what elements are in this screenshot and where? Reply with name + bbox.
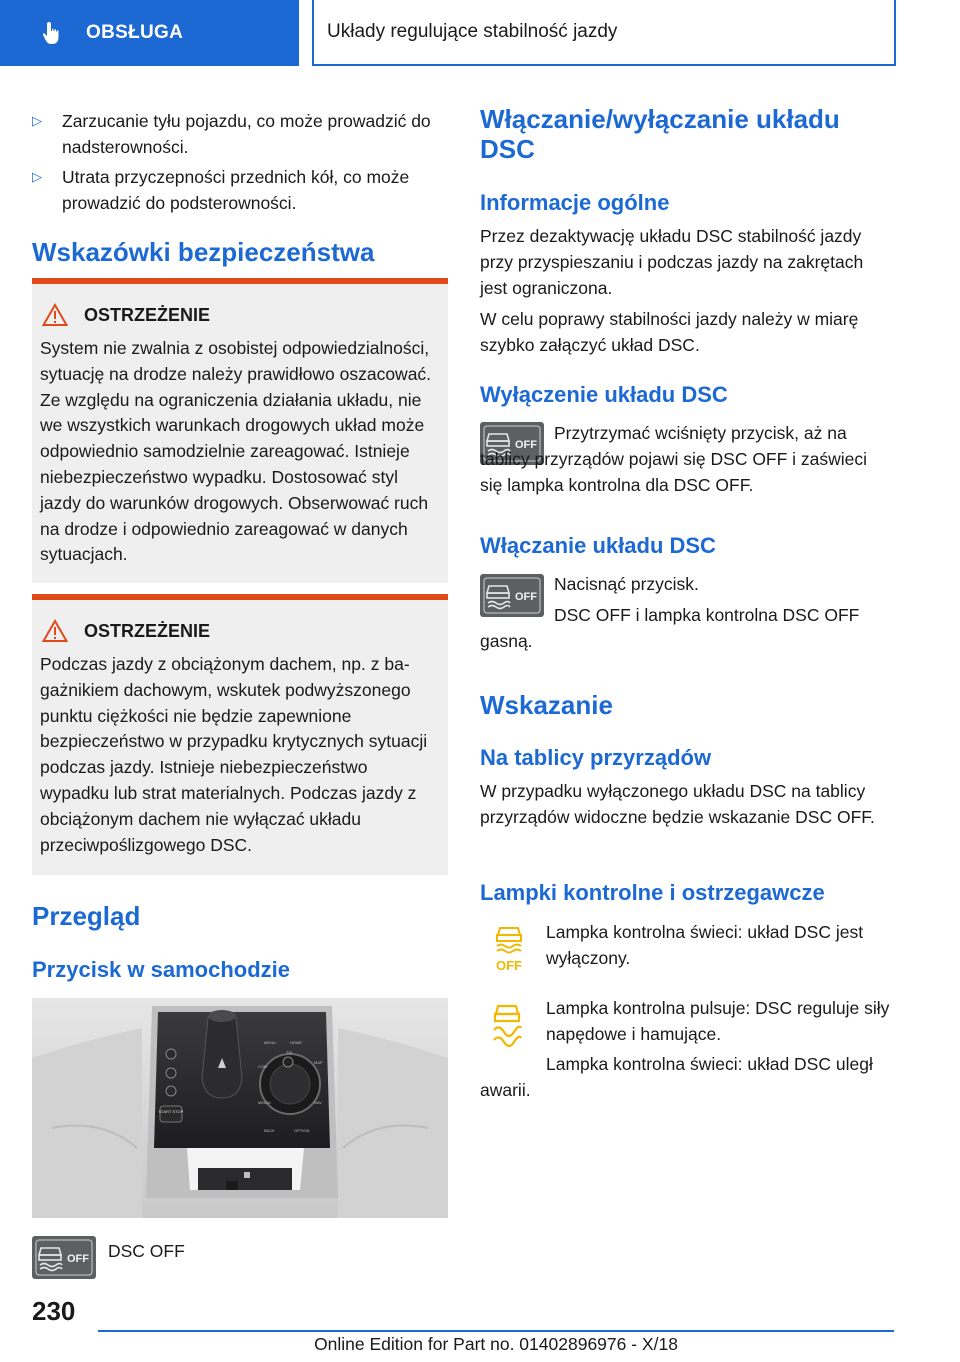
center-console-photo bbox=[32, 998, 448, 1218]
general-paragraph-1: Przez dezaktywację układu DSC stabilność jazdy przy przyspieszaniu i podczas jazdy na zakrętach jest ograniczona. bbox=[480, 226, 864, 298]
section-title: OBSŁUGA bbox=[86, 22, 184, 43]
start-stop-label: START STOP bbox=[158, 1109, 184, 1114]
on-text-2: DSC OFF i lampka kontrolna DSC OFF gasną. bbox=[480, 605, 860, 651]
dsc-lamp-icon bbox=[486, 1000, 528, 1054]
lamp3-text: Lampka kontrolna świeci: układ DSC uległ awarii. bbox=[480, 1054, 873, 1100]
lamps-heading: Lampki kontrolne i ostrzegawcze bbox=[480, 880, 825, 905]
option-label: OPTION bbox=[294, 1128, 310, 1133]
warning-triangle-icon bbox=[42, 303, 68, 327]
off-label: OFF bbox=[515, 591, 537, 603]
dsc-off-lamp-icon bbox=[488, 924, 530, 978]
warning-text: Podczas jazdy z obciążonym dachem, np. z bagażnikiem dachowym, wskutek podwyższonego punktu ciężkości nie będzie zapewnione bezpieczeństwo w przypadku krytycznych sytuacji podczas jazdy. Istnieje niebezpieczeństwo wypadku lub strat materialnych. Podczas jazdy z obciążonym dachem nie wyłączać układu przeciwpoślizgowego DSC. bbox=[40, 654, 428, 855]
warning-title: OSTRZEŻENIE bbox=[84, 620, 211, 641]
home-label: HOME bbox=[290, 1040, 302, 1045]
tel-label: TEL bbox=[286, 1050, 294, 1055]
back-label: BACK bbox=[264, 1128, 275, 1133]
off-text: Przytrzymać wciśnięty przycisk, aż na tablicy przyrządów pojawi się DSC OFF i zaświeci się lampka kontrolna dla DSC OFF. bbox=[480, 423, 868, 495]
warning-title: OSTRZEŻENIE bbox=[84, 304, 211, 325]
lamp-off-label: OFF bbox=[496, 958, 522, 973]
overview-heading: Przegląd bbox=[32, 901, 141, 931]
warning-box bbox=[32, 278, 448, 583]
warning-box bbox=[32, 594, 448, 875]
media-label: MEDIA bbox=[258, 1100, 271, 1105]
lamp2-text: Lampka kontrolna pulsuje: DSC reguluje siły napędowe i hamujące. bbox=[546, 998, 890, 1044]
triangle-bullet-icon: ▷ bbox=[32, 169, 42, 184]
main-heading: Włączanie/wyłączanie układu DSC bbox=[480, 104, 840, 164]
section-tab bbox=[0, 0, 299, 66]
page-number: 230 bbox=[32, 1296, 76, 1326]
on-text-1: Nacisnąć przycisk. bbox=[554, 574, 699, 594]
display-heading: Wskazanie bbox=[480, 690, 613, 720]
general-paragraph-2: W celu poprawy stabilności jazdy należy w miarę szybko załączyć układ DSC. bbox=[480, 309, 859, 355]
warning-text: System nie zwalnia z osobistej odpowiedzialności, sytuację na drodze należy prawidłowo oszacować. Ze względu na ograniczenia działania układu, nie we wszystkich warunkach drogowych układ może odpowiednio samodzielnie zareagować. Istnieje niebezpieczeństwo wypadku. Dostosować styl jazdy do warunków drogowych. Obserwować ruch na drodze i odpowiednio zareagować w danych sytuacjach. bbox=[40, 338, 432, 565]
map-label: MAP bbox=[314, 1060, 323, 1065]
com-label: COM bbox=[258, 1064, 268, 1069]
bullet-item bbox=[32, 108, 448, 160]
general-heading: Informacje ogólne bbox=[480, 190, 670, 215]
off-heading: Wyłączenie układu DSC bbox=[480, 382, 728, 407]
cluster-text: W przypadku wyłączonego układu DSC na tablicy przyrządów widoczne będzie wskazanie DSC OFF. bbox=[480, 781, 875, 827]
footer-edition: Online Edition for Part no. 01402896976 - X/18 bbox=[314, 1334, 678, 1354]
dsc-off-caption: DSC OFF bbox=[108, 1241, 185, 1261]
bullet-item bbox=[32, 164, 448, 216]
off-label: OFF bbox=[515, 439, 537, 451]
safety-heading: Wskazówki bezpieczeństwa bbox=[32, 237, 375, 267]
menu-label: MENU bbox=[264, 1040, 276, 1045]
hand-pointer-icon bbox=[40, 20, 66, 46]
cluster-heading: Na tablicy przyrządów bbox=[480, 745, 712, 770]
footer-divider bbox=[98, 1330, 894, 1332]
button-heading: Przycisk w samochodzie bbox=[32, 957, 290, 982]
on-heading: Włączanie układu DSC bbox=[480, 533, 716, 558]
chapter-title: Układy regulujące stabilność jazdy bbox=[327, 21, 618, 42]
warning-triangle-icon bbox=[42, 619, 68, 643]
chapter-header bbox=[312, 0, 896, 66]
lamp1-text: Lampka kontrolna świeci: układ DSC jest wyłączony. bbox=[546, 922, 864, 968]
nav-label: NAV bbox=[314, 1100, 322, 1105]
triangle-bullet-icon: ▷ bbox=[32, 113, 42, 128]
off-label: OFF bbox=[67, 1253, 89, 1265]
bullet-text: Zarzucanie tyłu pojazdu, co może prowadzić do nadsterowności. bbox=[62, 111, 431, 157]
dsc-off-button-icon bbox=[32, 1236, 96, 1279]
bullet-text: Utrata przyczepności przednich kół, co może prowadzić do podsterowności. bbox=[62, 167, 410, 213]
